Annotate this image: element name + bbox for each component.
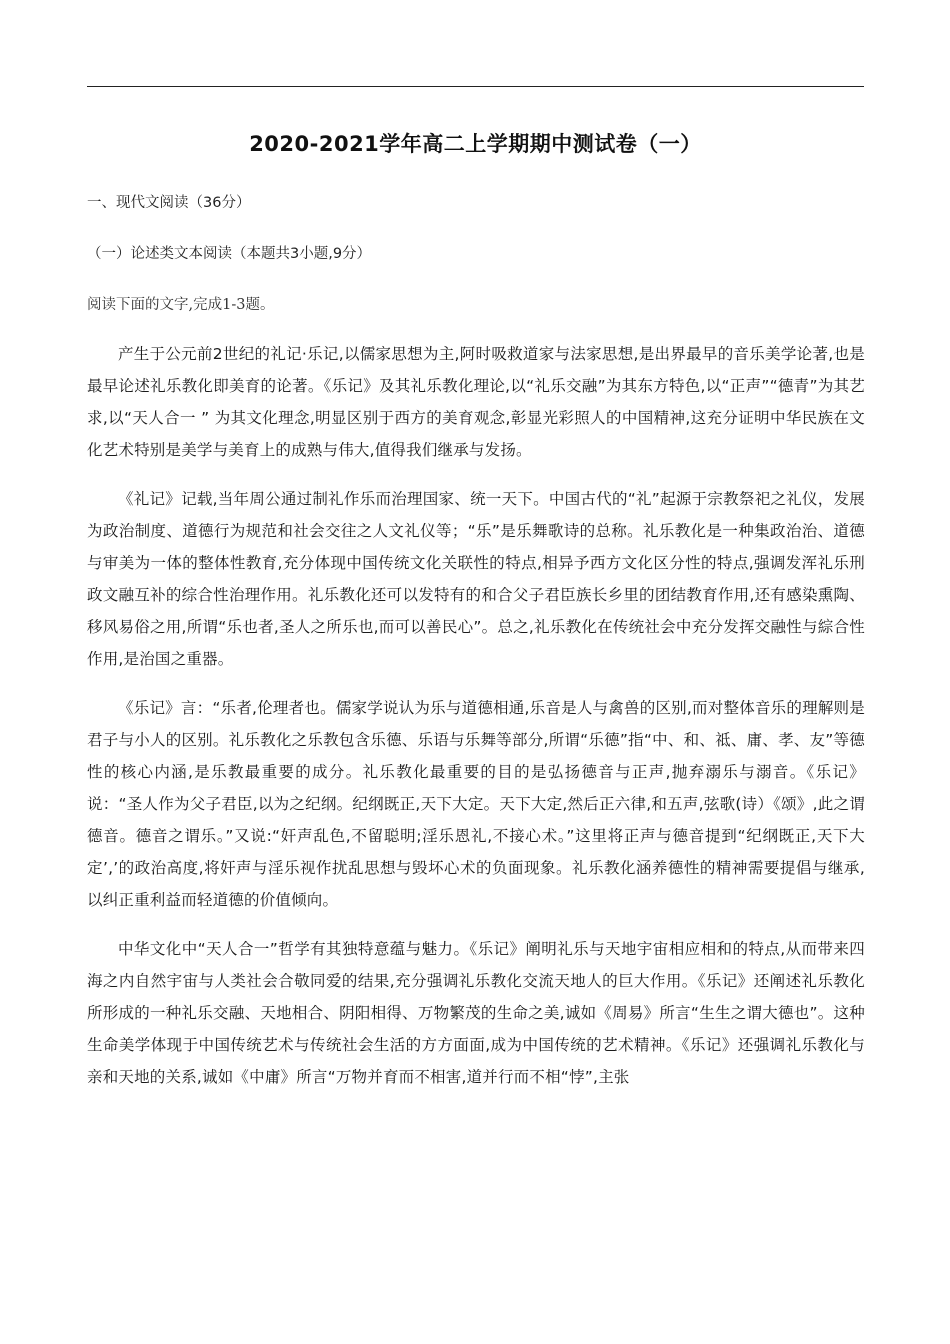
- passage-body: [87, 338, 865, 1110]
- passage-paragraph-3: 《乐记》言：“乐者,伦理者也。儒家学说认为乐与道德相通,乐音是人与禽兽的区别,而对整体音乐的理解则是君子与小人的区别。礼乐教化之乐教包含乐德、乐语与乐舞等部分,所谓“乐德”指“中、和、祗、庸、孝、友”等德性的核心内涵,是乐教最重要的成分。礼乐教化最重要的目的是弘扬德音与正声,抛弃溺乐与溺音。《乐记》说：“圣人作为父子君臣,以为之纪纲。纪纲既正,天下大定。天下大定,然后正六律,和五声,弦歌(诗）《颂》,此之谓德音。德音之谓乐。”又说:“奸声乱色,不留聪明;淫乐恩礼,不接心术。”这里将正声与德音提到“纪纲既正,天下大定’,’的政治高度,将奸声与淫乐视作扰乱思想与毁坏心术的负面现象。礼乐教化涵养德性的精神需要提倡与继承,以纠正重利益而轻道德的价值倾向。: [87, 699, 865, 909]
- header-rule: [87, 86, 864, 87]
- passage-paragraph-1: 产生于公元前2世纪的礼记·乐记,以儒家思想为主,阿时吸救道家与法家思想,是出界最早的音乐美学论著,也是最早论述礼乐教化即美育的论著。《乐记》及其礼乐教化理论,以“礼乐交融”为其东方特色,以“正声”“德青”为其艺求,以“天人合一 ” 为其文化理念,明显区别于西方的美育观念,彰显光彩照人的中国精神,这充分证明中华民族在文化艺术特别是美学与美育上的成熟与伟大,值得我们继承与发扬。: [87, 345, 865, 459]
- passage-paragraph-2: 《礼记》记载,当年周公通过制礼作乐而治理国家、统一天下。中国古代的“礼”起源于宗教祭祀之礼仪，发展为政治制度、道德行为规范和社会交往之人文礼仪等；“乐”是乐舞歌诗的总称。礼乐教化是一种集政治治、道德与审美为一体的整体性教育,充分体现中国传统文化关联性的特点,相异予西方文化区分性的特点,强调发浑礼乐刑政文融互补的综合性治理作用。礼乐教化还可以发特有的和合父子君臣族长乡里的团结教育作用,还有感染熏陶、移风易俗之用,所谓“乐也者,圣人之所乐也,而可以善民心”。总之,礼乐教化在传统社会中充分发挥交融性与綜合性作用,是治国之重器。: [87, 490, 865, 668]
- reading-instruction: 阅读下面的文字,完成1-3题。: [87, 297, 275, 313]
- exam-title: 2020-2021学年高二上学期期中测试卷（一）: [249, 132, 702, 156]
- section-heading: 一、现代文阅读（36分）: [87, 195, 251, 211]
- passage-paragraph-4: 中华文化中“天人合一”哲学有其独特意蕴与魅力。《乐记》阐明礼乐与天地宇宙相应相和的特点,从而带来四海之内自然宇宙与人类社会合敬同爱的结果,充分强调礼乐教化交流天地人的巨大作用。《乐记》还阐述礼乐教化所形成的一种礼乐交融、天地相合、阴阳相得、万物繁茂的生命之美,诚如《周易》所言“生生之谓大德也”。这种生命美学体现于中国传统艺术与传统社会生活的方方面面,成为中国传统的艺术精神。《乐记》还强调礼乐教化与亲和天地的关系,诚如《中庸》所言“万物并育而不相害,道并行而不相“悖”,主张: [87, 940, 865, 1086]
- subsection-heading: （一）论述类文本阅读（本题共3小题,9分）: [87, 246, 372, 262]
